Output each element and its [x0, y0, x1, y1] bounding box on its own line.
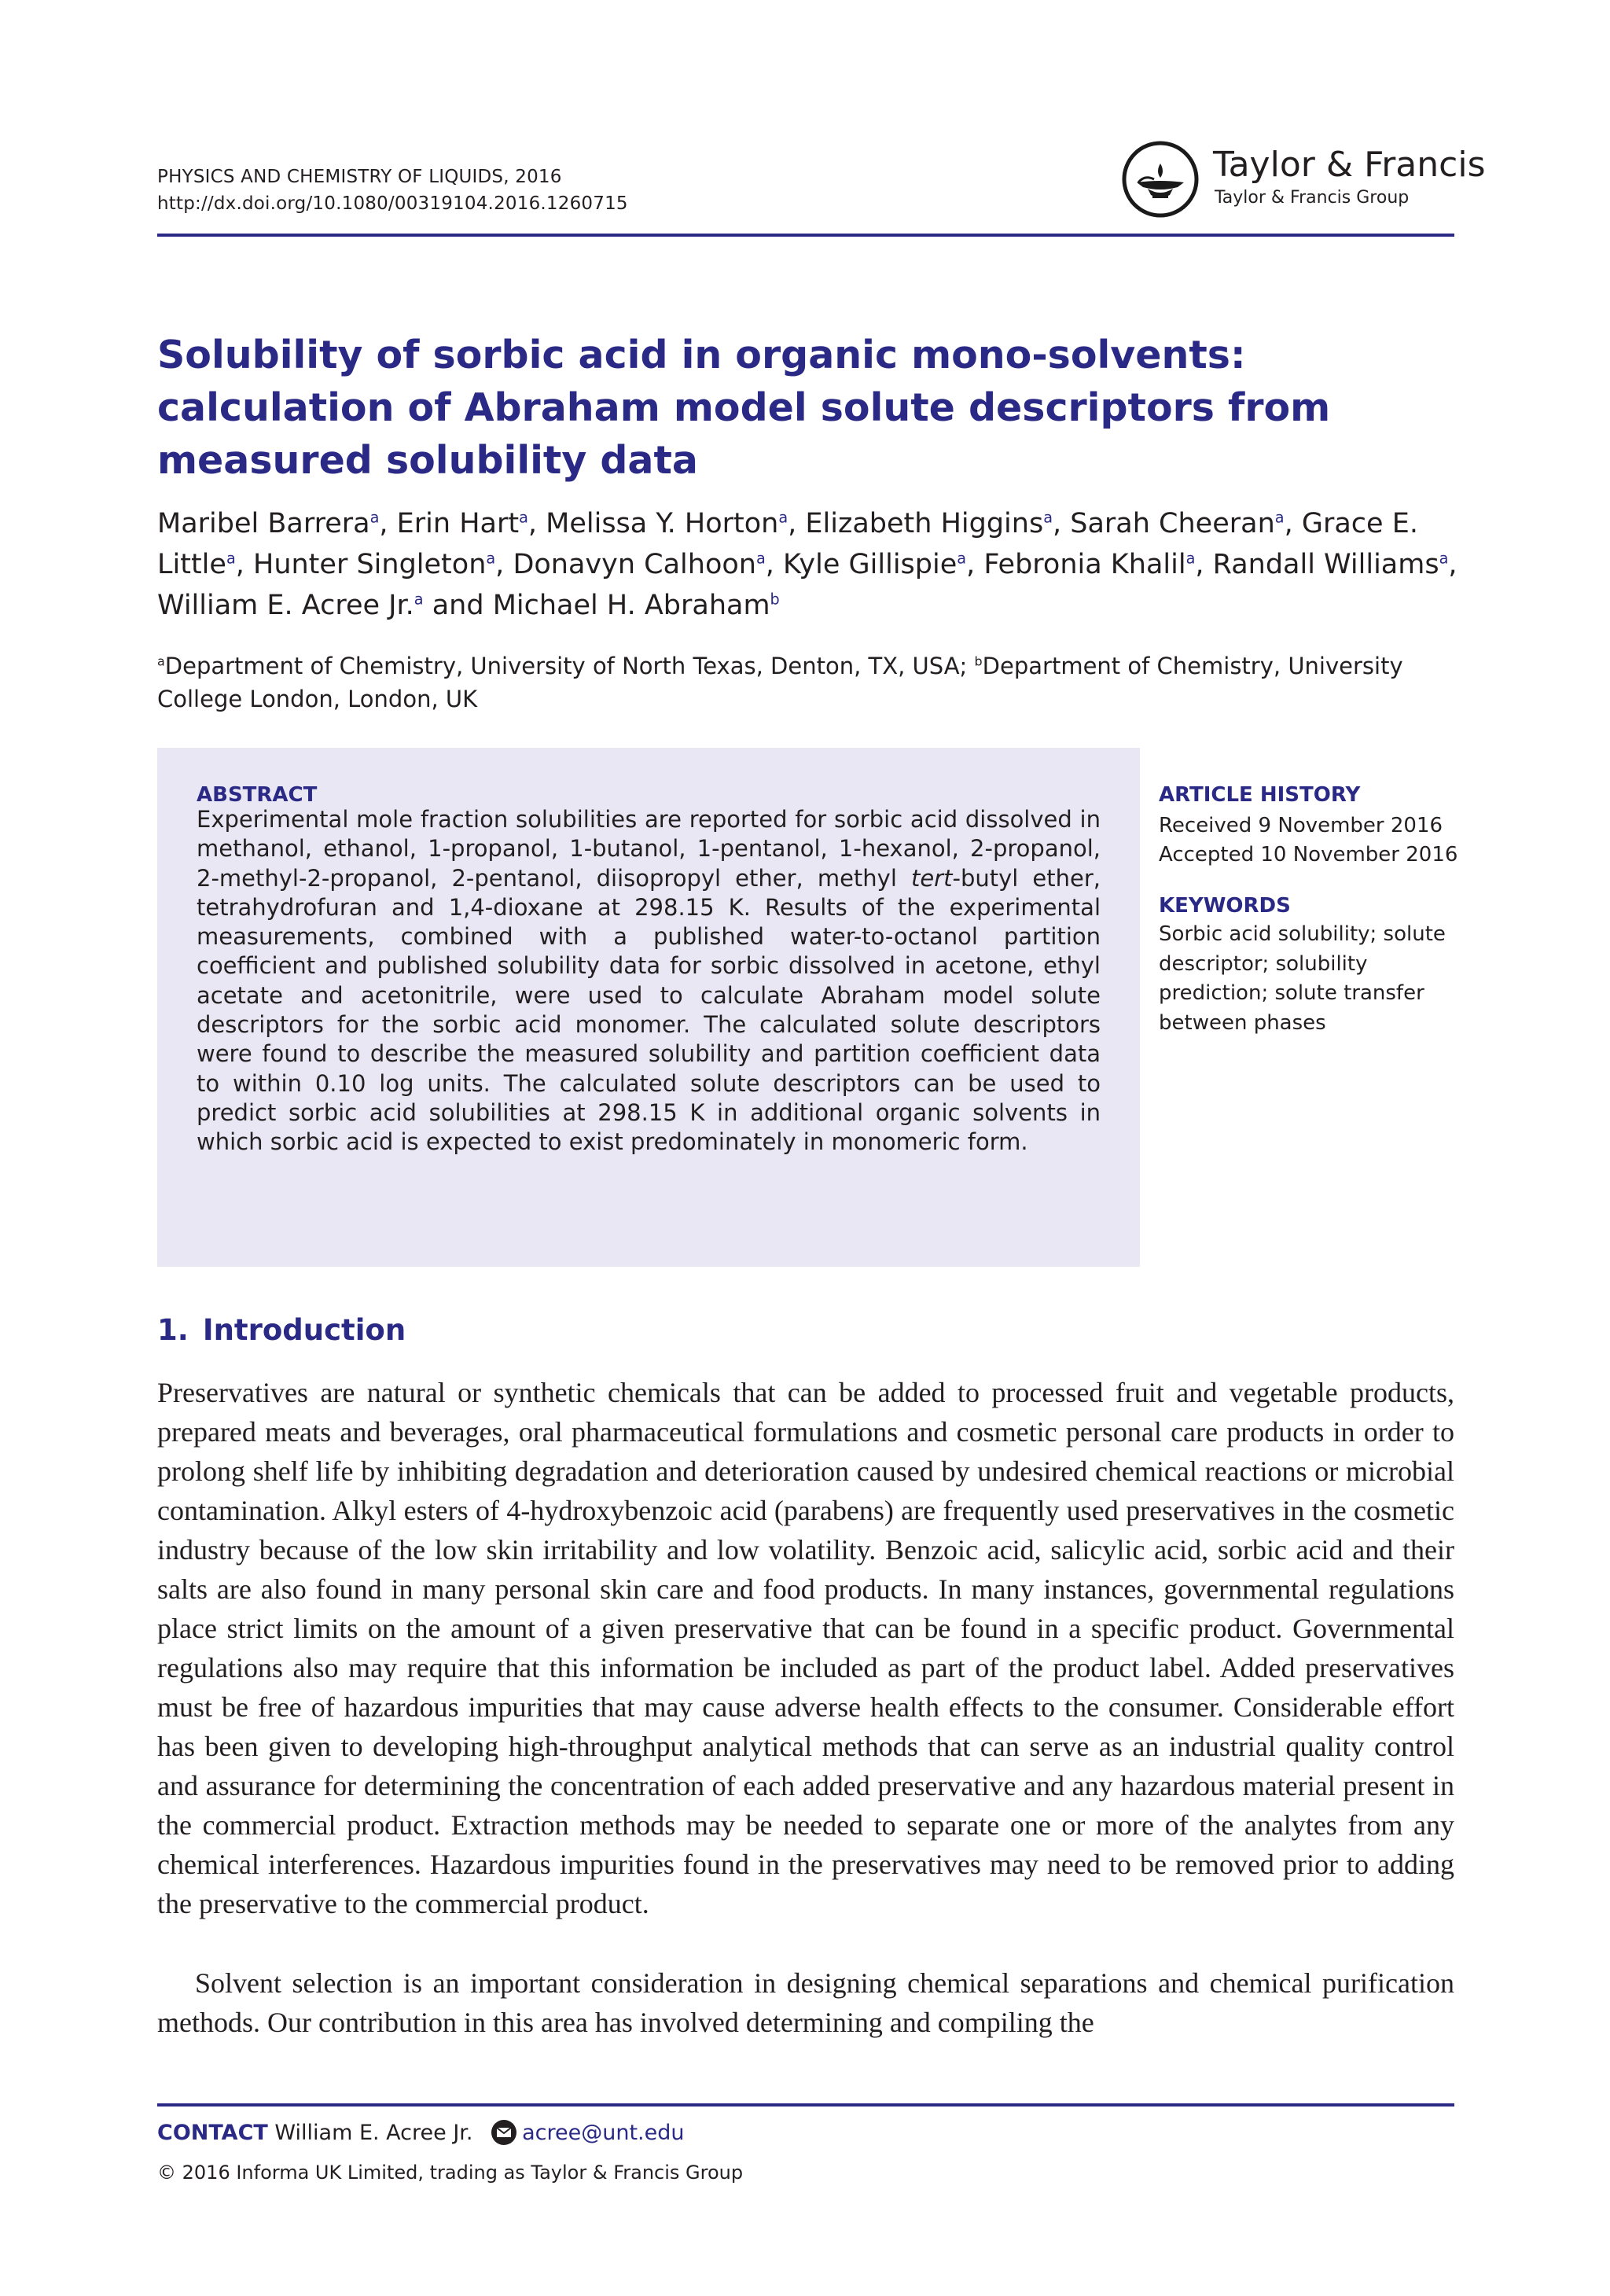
author-name: Kyle Gillispie — [783, 549, 958, 580]
accepted-date: Accepted 10 November 2016 — [1159, 843, 1458, 867]
contact-name: William E. Acree Jr. — [274, 2121, 473, 2145]
footer-rule — [157, 2103, 1454, 2107]
affiliation-mark: a — [1043, 508, 1053, 527]
affiliation-mark: a — [1439, 549, 1449, 568]
affiliation-mark: a — [957, 549, 967, 568]
affiliation-mark: b — [974, 653, 983, 669]
affiliation-mark: a — [157, 653, 165, 669]
publisher-name: Taylor & Francis — [1213, 145, 1486, 185]
affiliation-mark: a — [414, 590, 424, 609]
affiliation-mark: a — [1274, 508, 1285, 527]
publisher-logo — [1121, 140, 1486, 219]
article-history — [1159, 811, 1457, 870]
affiliation-mark: b — [770, 590, 780, 609]
affiliation-mark: a — [755, 549, 766, 568]
author-name: Sarah Cheeran — [1070, 508, 1275, 539]
affiliation-mark: a — [486, 549, 496, 568]
contact-email-link[interactable]: acree@unt.edu — [522, 2121, 685, 2145]
article-title: Solubility of sorbic acid in organic mono-solvents: calculation of Abraham model solute descriptors from measured solubility data — [157, 333, 1331, 483]
affiliation-mark: a — [1185, 549, 1196, 568]
abstract-text-italic: tert — [910, 864, 953, 892]
envelope-icon — [491, 2119, 517, 2154]
affiliation-mark: a — [778, 508, 788, 527]
abstract-heading: ABSTRACT — [197, 783, 318, 807]
author-name: Melissa Y. Horton — [546, 508, 779, 539]
author-name: Hunter Singleton — [253, 549, 487, 580]
journal-header — [157, 164, 628, 217]
taylor-francis-lamp-icon — [1121, 140, 1200, 219]
section-title: Introduction — [202, 1313, 406, 1347]
journal-name: PHYSICS AND CHEMISTRY OF LIQUIDS, 2016 — [157, 167, 562, 187]
author-name: Erin Hart — [396, 508, 520, 539]
author-name: Donavyn Calhoon — [513, 549, 756, 580]
abstract-text-part-2: -butyl ether, tetrahydrofuran and 1,4-dioxane at 298.15 K. Results of the experimental measurements, combined with a published water-to-octanol partition coefficient and published solubility data for sorbic dissolved in acetone, ethyl acetate and acetonitrile, were used to calculate Abraham model solute descriptors for the sorbic acid monomer. The calculated solute descriptors were found to describe the measured solubility and partition coefficient data to within 0.10 log units. The calculated solute descriptors can be used to predict sorbic acid solubilities at 298.15 K in additional organic solvents in which sorbic acid is expected to exist predominately in monomeric form. — [197, 864, 1101, 1156]
keywords-heading: KEYWORDS — [1159, 894, 1291, 918]
abstract-text-part-1: Experimental mole fraction solubilities are reported for sorbic acid dissolved in methanol, ethanol, 1-propanol, 1-butanol, 1-pentanol, 1-hexanol, 2-propanol, 2-methyl-2-propanol, 2-pentanol, diisopropyl ether, methyl — [197, 806, 1101, 892]
affiliation-text: Department of Chemistry, University College London, London, UK — [157, 653, 1403, 712]
doi-link[interactable]: http://dx.doi.org/10.1080/00319104.2016.1260715 — [157, 193, 628, 214]
header-rule — [157, 234, 1454, 237]
contact-label: CONTACT — [157, 2121, 268, 2145]
author-name: Febronia Khalil — [983, 549, 1186, 580]
publisher-group: Taylor & Francis Group — [1215, 188, 1410, 208]
affiliation-mark: a — [226, 549, 236, 568]
body-paragraph: Preservatives are natural or synthetic chemicals that can be added to processed fruit and vegetable products, prepared meats and beverages, oral pharmaceutical formulations and cosmetic personal care products in order to prolong shelf life by inhibiting degradation and deterioration caused by undesired chemical reactions or microbial contamination. Alkyl esters of 4-hydroxybenzoic acid (parabens) are frequently used preservatives in the cosmetic industry because of the low skin irritability and low volatility. Benzoic acid, salicylic acid, sorbic acid and their salts are also found in many personal skin care and food products. In many instances, governmental regulations place strict limits on the amount of a given preservative that can be found in a specific product. Governmental regulations also may require that this information be included as part of the product label. Added preservatives must be free of hazardous impurities that may cause adverse health effects to the consumer. Considerable effort has been given to developing high-throughput analytical methods that can serve as an industrial quality control and assurance for determining the concentration of each added preservative and any hazardous material present in the commercial product. Extraction methods may be needed to separate one or more of the analytes from any chemical interferences. Hazardous impurities found in the preservatives may need to be removed prior to adding the preservative to the commercial product. — [157, 1377, 1454, 1919]
section-heading — [157, 1312, 406, 1349]
copyright-notice: © 2016 Informa UK Limited, trading as Taylor & Francis Group — [157, 2162, 744, 2184]
author-name: Maribel Barrera — [157, 508, 370, 539]
section-number: 1. — [157, 1313, 189, 1347]
contact-line — [157, 2118, 685, 2154]
author-list: Maribel Barrera$^a$, Erin Hart$^a$, Melissa Y. Horton$^a$, Elizabeth Higgins$^a$, Sarah Cheeran$^a$, Grace E. Little$^a$, Hunter Singleton$^a$, Donavyn Calhoon$^a$, Kyle Gillispie$^a$, Febronia Khalil$^a$, Randall Williams$^a$, William E. Acree Jr.$^a$ and Michael H. Abraham$^b$ — [157, 508, 1457, 621]
author-name: Grace E. Little — [157, 508, 1418, 580]
body-paragraph: Solvent selection is an important consideration in designing chemical separations and chemical purification methods. Our contribution in this area has involved determining and compiling the — [157, 1967, 1454, 2038]
affiliation-text: Department of Chemistry, University of North Texas, Denton, TX, USA; — [164, 653, 975, 679]
affiliation-mark: a — [519, 508, 528, 527]
affiliation-mark: a — [369, 508, 380, 527]
article-history-heading: ARTICLE HISTORY — [1159, 783, 1361, 807]
author-name: Michael H. Abraham — [492, 590, 770, 621]
received-date: Received 9 November 2016 — [1159, 814, 1443, 837]
abstract-text — [197, 805, 1101, 1157]
author-name: Elizabeth Higgins — [805, 508, 1044, 539]
author-name: Randall Williams — [1212, 549, 1439, 580]
author-name: William E. Acree Jr. — [157, 590, 414, 621]
keywords-list: Sorbic acid solubility; solute descriptor; solubility prediction; solute transfer between phases — [1159, 922, 1446, 1035]
affiliations — [157, 649, 1462, 716]
